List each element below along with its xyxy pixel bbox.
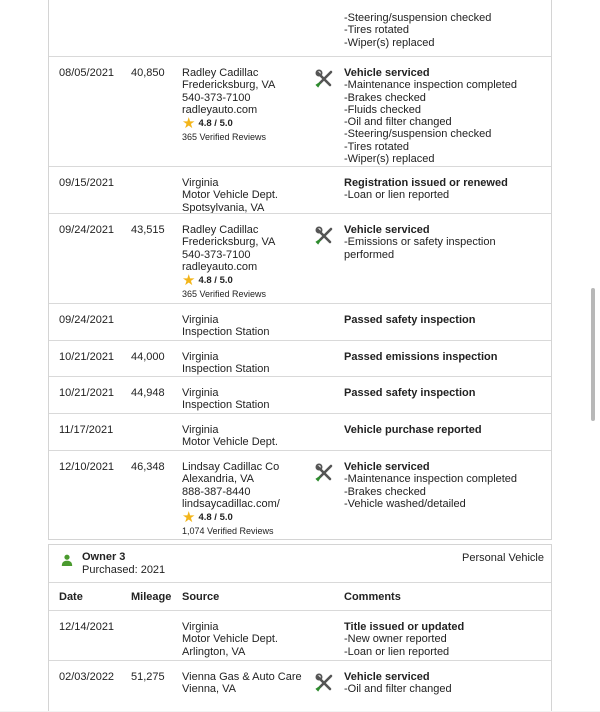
- comments-cell: [344, 671, 452, 696]
- table-row: [49, 56, 551, 166]
- source-agency: Inspection Station: [182, 399, 270, 412]
- column-header-mileage: Mileage: [131, 591, 172, 603]
- service-tools-icon: [315, 69, 335, 89]
- mileage-cell: 44,948: [131, 387, 165, 399]
- date-cell: 11/17/2021: [59, 424, 114, 436]
- comment-detail: -Steering/suspension checked: [344, 12, 492, 24]
- comment-detail: -Brakes checked: [344, 91, 426, 104]
- source-location: Fredericksburg, VA: [182, 79, 276, 92]
- column-header-source: Source: [182, 591, 220, 603]
- column-header-comments: Comments: [344, 591, 401, 603]
- date-cell: 10/21/2021: [59, 351, 115, 363]
- source-location: Vienna, VA: [182, 683, 237, 696]
- date-cell: 12/14/2021: [59, 621, 115, 633]
- event-title: Vehicle serviced: [344, 461, 430, 473]
- mileage-cell: 51,275: [131, 671, 165, 683]
- owner-3-history-card: [48, 544, 552, 711]
- comment-detail: -Wiper(s) replaced: [344, 153, 435, 166]
- event-title: Vehicle serviced: [344, 671, 430, 683]
- rating-value: 4.8 / 5.0: [198, 274, 233, 286]
- rating-value: 4.8 / 5.0: [198, 511, 233, 523]
- table-header: [49, 582, 551, 611]
- comment-detail: -Loan or lien reported: [344, 645, 450, 658]
- source-website[interactable]: radleyauto.com: [182, 103, 258, 116]
- source-website[interactable]: radleyauto.com: [182, 260, 258, 273]
- source-cell: [182, 387, 269, 412]
- service-tools-icon: [315, 463, 335, 483]
- owner-2-history-card: [48, 0, 552, 540]
- event-title: Title issued or updated: [344, 621, 465, 633]
- table-row: [49, 213, 551, 303]
- comments-cell: [344, 67, 517, 165]
- comment-detail: -Loan or lien reported: [344, 189, 450, 202]
- source-name: Vienna Gas & Auto Care: [182, 671, 302, 683]
- event-title: Passed safety inspection: [344, 387, 476, 399]
- source-name: Virginia: [182, 424, 219, 436]
- mileage-cell: 46,348: [131, 461, 165, 473]
- date-cell: 09/24/2021: [59, 314, 115, 326]
- comment-detail: -Steering/suspension checked: [344, 128, 492, 141]
- source-agency: Inspection Station: [182, 326, 270, 339]
- owner-header: [49, 545, 551, 581]
- source-agency: Motor Vehicle Dept.: [182, 189, 278, 202]
- star-icon: ★: [182, 509, 196, 527]
- date-cell: 08/05/2021: [59, 67, 115, 79]
- table-row: [49, 0, 551, 56]
- event-title: Vehicle serviced: [344, 224, 430, 236]
- dealer-rating: [182, 115, 275, 133]
- table-row: [49, 413, 551, 450]
- comment-detail: -Vehicle washed/detailed: [344, 497, 466, 510]
- source-cell: [182, 177, 278, 214]
- comment-detail: -Oil and filter changed: [344, 683, 452, 696]
- source-name: Virginia: [182, 387, 219, 399]
- comment-detail: -Oil and filter changed: [344, 116, 452, 129]
- star-icon: ★: [182, 115, 196, 133]
- review-count[interactable]: 365 Verified Reviews: [182, 132, 267, 143]
- dealer-rating: [182, 272, 275, 290]
- comments-cell: [344, 12, 491, 49]
- scrollbar-thumb[interactable]: [591, 288, 595, 421]
- comments-cell: [344, 224, 514, 261]
- comments-cell: [344, 621, 464, 658]
- table-row: [49, 611, 551, 660]
- source-cell: [182, 224, 275, 300]
- source-agency: Motor Vehicle Dept.: [182, 436, 278, 449]
- owner-purchased: Purchased: 2021: [82, 564, 166, 576]
- source-name: Lindsay Cadillac Co: [182, 461, 280, 473]
- review-count[interactable]: 365 Verified Reviews: [182, 289, 267, 300]
- rating-value: 4.8 / 5.0: [198, 117, 233, 129]
- comment-detail: -Brakes checked: [344, 485, 426, 498]
- table-row: [49, 660, 551, 712]
- source-phone[interactable]: 888-387-8440: [182, 485, 251, 498]
- column-header-date: Date: [59, 591, 83, 603]
- source-cell: [182, 351, 269, 376]
- date-cell: 09/24/2021: [59, 224, 115, 236]
- vehicle-use-type: Personal Vehicle: [462, 552, 544, 564]
- comment-detail: -Tires rotated: [344, 24, 410, 37]
- source-phone[interactable]: 540-373-7100: [182, 248, 251, 261]
- source-cell: [182, 424, 278, 449]
- source-name: Radley Cadillac: [182, 224, 259, 236]
- date-cell: 10/21/2021: [59, 387, 115, 399]
- comment-detail: -Tires rotated: [344, 140, 410, 153]
- source-agency: Motor Vehicle Dept.: [182, 633, 278, 646]
- source-cell: [182, 671, 302, 696]
- date-cell: 02/03/2022: [59, 671, 115, 683]
- comment-detail: -Maintenance inspection completed: [344, 473, 518, 486]
- event-title: Registration issued or renewed: [344, 177, 508, 189]
- date-cell: 12/10/2021: [59, 461, 115, 473]
- event-title: Passed emissions inspection: [344, 351, 498, 363]
- star-icon: ★: [182, 272, 196, 290]
- service-tools-icon: [315, 673, 335, 693]
- source-cell: [182, 314, 269, 339]
- dealer-rating: [182, 509, 280, 527]
- mileage-cell: 43,515: [131, 224, 165, 236]
- comment-detail: -Fluids checked: [344, 103, 422, 116]
- source-cell: [182, 461, 280, 537]
- source-name: Virginia: [182, 314, 219, 326]
- source-location: Arlington, VA: [182, 645, 246, 658]
- source-agency: Inspection Station: [182, 363, 270, 376]
- source-name: Virginia: [182, 621, 219, 633]
- mileage-cell: 40,850: [131, 67, 165, 79]
- event-title: Passed safety inspection: [344, 314, 476, 326]
- comment-detail: -Maintenance inspection completed: [344, 79, 518, 92]
- source-location: Fredericksburg, VA: [182, 236, 276, 249]
- table-row: [49, 303, 551, 340]
- table-row: [49, 340, 551, 376]
- review-count[interactable]: 1,074 Verified Reviews: [182, 526, 274, 537]
- table-row: [49, 376, 551, 413]
- mileage-cell: 44,000: [131, 351, 165, 363]
- source-cell: [182, 621, 278, 658]
- comments-cell: [344, 461, 517, 510]
- comments-cell: [344, 177, 508, 202]
- source-location: Alexandria, VA: [182, 473, 254, 486]
- table-row: [49, 450, 551, 540]
- date-cell: 09/15/2021: [59, 177, 115, 189]
- source-website[interactable]: lindsaycadillac.com/: [182, 497, 280, 510]
- source-phone[interactable]: 540-373-7100: [182, 91, 251, 104]
- service-tools-icon: [315, 226, 335, 246]
- owner-name: Owner 3: [82, 551, 126, 563]
- source-name: Virginia: [182, 351, 219, 363]
- comment-detail: -Wiper(s) replaced: [344, 36, 435, 49]
- source-name: Virginia: [182, 177, 219, 189]
- source-name: Radley Cadillac: [182, 67, 259, 79]
- event-title: Vehicle purchase reported: [344, 424, 482, 436]
- comment-detail: -Emissions or safety inspection performed: [344, 236, 496, 261]
- comment-detail: -New owner reported: [344, 633, 447, 646]
- person-icon: [61, 554, 73, 566]
- table-row: [49, 166, 551, 213]
- source-location: Spotsylvania, VA: [182, 201, 265, 214]
- event-title: Vehicle serviced: [344, 67, 430, 79]
- source-cell: [182, 67, 275, 143]
